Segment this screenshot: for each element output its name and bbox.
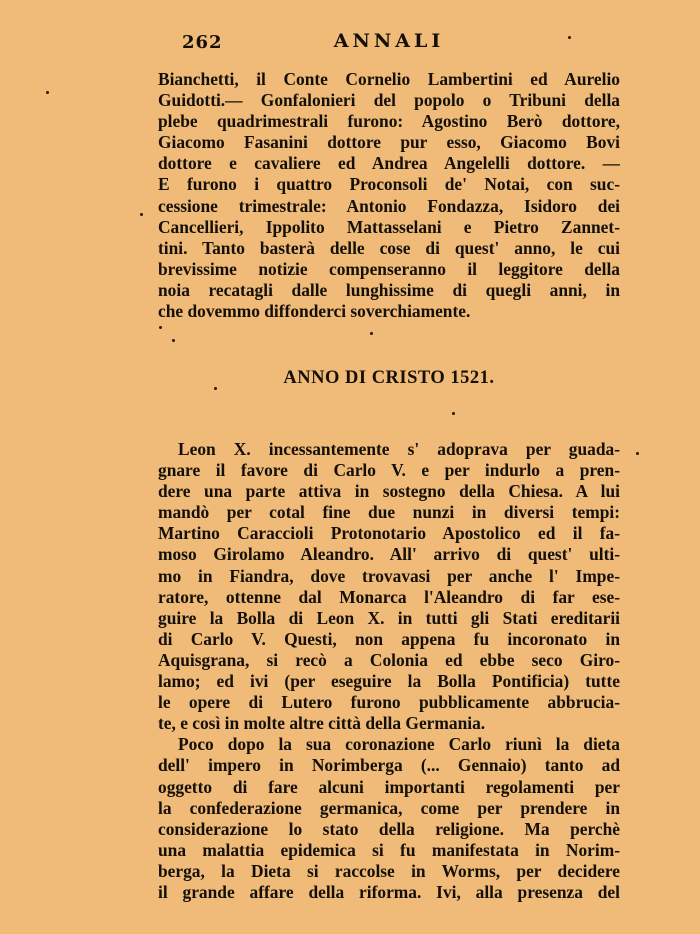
text-line: considerazione lo stato della religione. Ma perchè: [158, 818, 620, 839]
text-line: oggetto di fare alcuni importanti regolamenti per: [158, 776, 620, 797]
text-line: mo in Fiandra, dove trovavasi per anche l' Impe-: [158, 565, 620, 586]
text-line: una malattia epidemica si fu manifestata in Norim-: [158, 839, 620, 860]
scan-speck: [46, 91, 49, 94]
text-line: che dovemmo diffonderci soverchiamente.: [158, 301, 471, 322]
page-header: [158, 30, 620, 56]
text-line: te, e così in molte altre città della Germania.: [158, 713, 486, 734]
section-heading: ANNO DI CRISTO 1521.: [283, 368, 495, 388]
text-line: Giacomo Fasanini dottore pur esso, Giacomo Bovi: [158, 132, 620, 153]
text-line: dere una parte attiva in sostegno della Chiesa. A lui: [158, 481, 620, 502]
text-line: dottore e cavaliere ed Andrea Angelelli dottore. —: [158, 153, 620, 174]
text-line: Aquisgrana, si recò a Colonia ed ebbe seco Giro-: [158, 649, 620, 670]
scan-speck: [140, 213, 143, 216]
text-line: brevissime notizie compenseranno il leggitore della: [158, 258, 620, 279]
paragraph-continuation: [158, 69, 620, 322]
text-line: mandò per cotal fine due nunzi in diversi tempi:: [158, 502, 620, 523]
text-line: la confederazione germanica, come per prendere in: [158, 797, 620, 818]
text-line: moso Girolamo Aleandro. All' arrivo di quest' ulti-: [158, 544, 620, 565]
text-line: le opere di Lutero furono pubblicamente abbrucia-: [158, 692, 620, 713]
scan-speck: [452, 412, 455, 415]
text-line: il grande affare della riforma. Ivi, alla presenza del: [158, 881, 620, 902]
text-line: guire la Bolla di Leon X. in tutti gli Stati ereditarii: [158, 607, 620, 628]
running-title: ANNALI: [333, 30, 445, 52]
scan-speck: [172, 339, 175, 342]
text-line: lamo; ed ivi (per eseguire la Bolla Pontificia) tutte: [158, 671, 620, 692]
page-number: 262: [182, 32, 223, 53]
scan-speck: [370, 332, 373, 335]
text-line: di Carlo V. Questi, non appena fu incoronato in: [158, 628, 620, 649]
text-line: ratore, ottenne dal Monarca l'Aleandro di far ese-: [158, 586, 620, 607]
text-line: gnare il favore di Carlo V. e per indurlo a pren-: [158, 460, 620, 481]
scan-speck: [636, 452, 639, 455]
text-line: Cancellieri, Ippolito Mattasselani e Pietro Zannet-: [158, 216, 620, 237]
text-line: E furono i quattro Proconsoli de' Notai, con suc-: [158, 174, 620, 195]
text-line: Leon X. incessantemente s' adoprava per guada-: [178, 439, 620, 459]
paragraph-main: [158, 439, 620, 903]
scan-speck: [214, 387, 217, 390]
text-line: cessione trimestrale: Antonio Fondazza, Isidoro dei: [158, 195, 620, 216]
text-line: Poco dopo la sua coronazione Carlo riunì la dieta: [178, 734, 620, 755]
text-line: berga, la Dieta si raccolse in Worms, per decidere: [158, 860, 620, 881]
text-line: Martino Caraccioli Protonotario Apostolico ed il fa-: [158, 523, 620, 544]
text-line: Bianchetti, il Conte Cornelio Lambertini ed Aurelio: [158, 69, 620, 89]
text-line: noia recatagli dalle lunghissime di quegli anni, in: [158, 279, 620, 300]
scan-speck: [568, 36, 571, 39]
text-line: tini. Tanto basterà delle cose di quest' anno, le cui: [158, 237, 620, 258]
scan-speck: [159, 326, 162, 329]
text-line: Guidotti.— Gonfalonieri del popolo o Tribuni della: [158, 90, 620, 111]
text-line: plebe quadrimestrali furono: Agostino Berò dottore,: [158, 111, 620, 132]
text-line: dell' impero in Norimberga (... Gennaio) tanto ad: [158, 755, 620, 776]
